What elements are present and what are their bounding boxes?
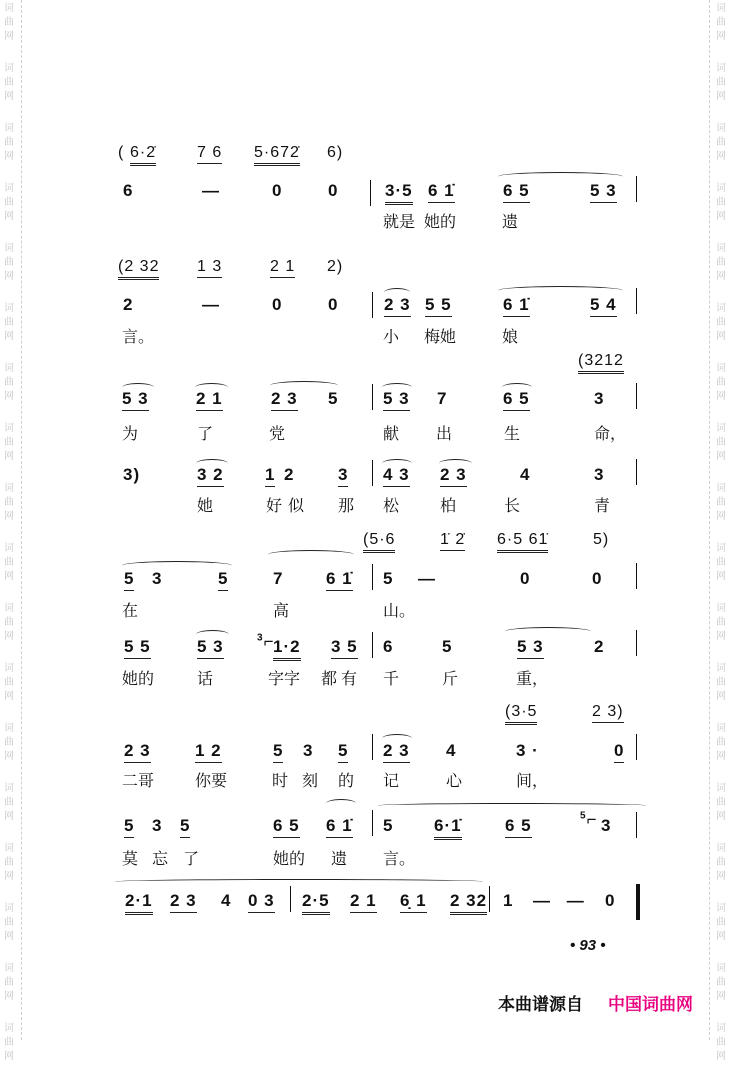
barline [372, 632, 373, 658]
note: 6 1̇ [326, 569, 353, 591]
note: 7 [273, 569, 284, 588]
lyric: 刻 [302, 771, 319, 790]
source-label: 本曲谱源自 [498, 995, 583, 1015]
watermark-text: 词 曲 网 [4, 363, 14, 402]
note: 2 [594, 637, 605, 656]
lyric: 好似 [266, 496, 311, 515]
note: 0 [592, 569, 603, 588]
note: 2 3 [124, 741, 151, 763]
note: 3 · [516, 741, 539, 760]
slur [122, 561, 232, 570]
barline [636, 288, 637, 314]
watermark-text: 词 曲 网 [716, 243, 726, 282]
watermark-text: 词 曲 网 [716, 663, 726, 702]
intro-note: 6·2̇ [130, 144, 156, 166]
watermark-text: 词 曲 网 [716, 723, 726, 762]
barline [372, 460, 373, 486]
note: 2·1 [125, 891, 153, 915]
barline [372, 810, 373, 836]
lyric: 为 [122, 424, 139, 443]
lyric: 娘 [502, 327, 519, 346]
intro-note: 5·672̇ [254, 144, 300, 166]
lyric: 高 [273, 601, 290, 620]
note: 3 [594, 389, 605, 408]
note: 1 2 [195, 741, 222, 763]
watermark-text: 词 曲 网 [4, 183, 14, 222]
lyric: 她的 [273, 849, 306, 868]
note: 6 5 [505, 816, 532, 838]
intro-note: 6·5 61̇ [497, 531, 548, 553]
note: — [202, 295, 220, 314]
intro-note: 2 3) [592, 703, 624, 723]
note: 5 3 [197, 637, 224, 659]
watermark-text: 词 曲 网 [4, 63, 14, 102]
note: 5 [328, 389, 339, 408]
note: 7 [437, 389, 448, 408]
lyric: 青 [594, 496, 611, 515]
note: 4 [520, 465, 531, 484]
barline [636, 459, 637, 485]
note: 3 [152, 816, 163, 835]
lyric: 她的 [122, 669, 155, 688]
note: 6̣ 1 [400, 891, 427, 913]
note: 4 [221, 891, 232, 910]
watermark-text: 词 曲 网 [716, 3, 726, 42]
note: 5 [124, 569, 134, 591]
slur [268, 550, 354, 559]
slur [115, 879, 483, 884]
note: 3 [601, 816, 612, 835]
page-number: • 93 • [570, 937, 606, 954]
lyric: 千 [383, 669, 400, 688]
watermark-text: 词 曲 网 [4, 963, 14, 1002]
intro-note: 5) [593, 531, 610, 548]
note: 2·5 [302, 891, 330, 915]
lyric: 小 [383, 327, 400, 346]
note: 1 [265, 465, 275, 487]
watermark-right [714, 0, 728, 1062]
lyric: 党 [269, 424, 286, 443]
intro-note: (3212 [578, 352, 624, 374]
watermark-text: 词 曲 网 [4, 1023, 14, 1062]
lyric: 遗 [502, 212, 519, 231]
watermark-text: 词 曲 网 [4, 783, 14, 822]
lyric: 柏 [440, 496, 457, 515]
note: 2 3 [383, 741, 410, 763]
watermark-text: 词 曲 网 [716, 63, 726, 102]
lyric: 记 [383, 771, 400, 790]
lyric: 了 [197, 424, 214, 443]
watermark-text: 词 曲 网 [716, 483, 726, 522]
note: 5 [338, 741, 348, 763]
lyric: 了 [183, 849, 200, 868]
barline [372, 734, 373, 760]
note: 5 3 [590, 181, 617, 203]
note: 2 3 [271, 389, 298, 411]
note: 3 [303, 741, 314, 760]
note: 2 32 [450, 891, 487, 915]
watermark-text: 词 曲 网 [4, 423, 14, 462]
barline [636, 176, 637, 202]
intro-note: 7 6 [197, 144, 222, 164]
final-barline [636, 884, 640, 920]
intro-note: 1 3 [197, 258, 222, 278]
note: — [202, 181, 220, 200]
barline [489, 886, 490, 912]
note: 5 [218, 569, 228, 591]
note: 3 5 [331, 637, 358, 659]
note: 6·1̇ [434, 816, 462, 840]
site-name: 中国词曲网 [608, 995, 693, 1015]
intro-note: (3·5 [505, 703, 537, 725]
note: 4 [446, 741, 457, 760]
note: 6 [123, 181, 134, 200]
note: 1 [503, 891, 514, 910]
watermark-text: 词 曲 网 [716, 963, 726, 1002]
note: 3) [123, 465, 141, 484]
note: 3 [594, 465, 605, 484]
note: 3 [338, 465, 348, 487]
note: 0 [614, 741, 624, 763]
note: 5 [383, 569, 394, 588]
note: 2 1 [196, 389, 223, 411]
intro-note: 1̇ 2̇ [440, 531, 465, 551]
watermark-text: 词 曲 网 [716, 423, 726, 462]
lyric: 山。 [383, 601, 416, 620]
note: 6 [383, 637, 394, 656]
watermark-text: 词 曲 网 [716, 843, 726, 882]
note: 6 1̇ [428, 181, 455, 203]
watermark-text: 词 曲 网 [4, 723, 14, 762]
note: 6 1̇ [326, 816, 353, 838]
watermark-divider-right [709, 0, 710, 1040]
note: 5 5 [124, 637, 151, 659]
lyric: 在 [122, 601, 139, 620]
lyric: 的 [338, 771, 355, 790]
watermark-divider-left [21, 0, 22, 1040]
lyric: 松 [383, 496, 400, 515]
intro-note: (5·6 [363, 531, 395, 553]
slur [378, 803, 646, 808]
note: 5 3 [517, 637, 544, 659]
watermark-text: 词 曲 网 [4, 3, 14, 42]
note: 4 3 [383, 465, 410, 487]
lyric: 忘 [152, 849, 169, 868]
note: 5 [273, 741, 283, 763]
watermark-text: 词 曲 网 [4, 303, 14, 342]
watermark-text: 词 曲 网 [716, 603, 726, 642]
note: 0 [272, 295, 283, 314]
grace-note: $^3$⌐ [257, 632, 275, 651]
note: — — [533, 891, 590, 910]
watermark-text: 词 曲 网 [716, 543, 726, 582]
intro-note: 6) [327, 144, 344, 161]
lyric: 遗 [331, 849, 348, 868]
lyric: 莫 [122, 849, 139, 868]
lyric: 就是 [383, 212, 416, 231]
barline [370, 180, 371, 206]
note: 5 3 [383, 389, 410, 411]
note: 2 3 [170, 891, 197, 913]
barline [636, 812, 637, 838]
lyric: 生 [504, 424, 521, 443]
note: 5 3 [122, 389, 149, 411]
watermark-text: 词 曲 网 [4, 123, 14, 162]
note: 1·2 [273, 637, 301, 661]
lyric: 你要 [195, 771, 228, 790]
slur [498, 172, 623, 181]
slur [505, 627, 591, 636]
lyric: 她 [197, 496, 214, 515]
barline [636, 734, 637, 760]
note: 3 [152, 569, 163, 588]
note: 0 [272, 181, 283, 200]
watermark-text: 词 曲 网 [4, 483, 14, 522]
barline [636, 630, 637, 656]
note: 6 5 [503, 181, 530, 203]
note: 6 5 [273, 816, 300, 838]
barline [372, 384, 373, 410]
slur [326, 799, 356, 808]
note: 6 1̇ [503, 295, 530, 317]
lyric: 言。 [383, 849, 416, 868]
watermark-text: 词 曲 网 [716, 183, 726, 222]
note: 2 3 [440, 465, 467, 487]
note: 5 4 [590, 295, 617, 317]
barline [372, 292, 373, 318]
barline [636, 563, 637, 589]
lyric: 梅她 [424, 327, 457, 346]
lyric: 她的 [424, 212, 457, 231]
watermark-text: 词 曲 网 [4, 663, 14, 702]
lyric: 话 [197, 669, 214, 688]
lyric: 斤 [442, 669, 459, 688]
note: 0 [520, 569, 531, 588]
note: 5 5 [425, 295, 452, 317]
watermark-text: 词 曲 网 [716, 363, 726, 402]
watermark-text: 词 曲 网 [4, 243, 14, 282]
note: 2 3 [384, 295, 411, 317]
note: — [418, 569, 436, 588]
note: 0 [605, 891, 616, 910]
barline [372, 564, 373, 590]
watermark-text: 词 曲 网 [716, 303, 726, 342]
note: 3 2 [197, 465, 224, 487]
note: 6 5 [503, 389, 530, 411]
slur [498, 286, 623, 295]
note: 5 [124, 816, 134, 838]
lyric: 长 [504, 496, 521, 515]
note: 5 [442, 637, 453, 656]
watermark-text: 词 曲 网 [4, 603, 14, 642]
intro-note: 2) [327, 258, 344, 275]
note: 2 [284, 465, 295, 484]
lyric: 献 [383, 424, 400, 443]
watermark-text: 词 曲 网 [716, 1023, 726, 1062]
note: 3·5 [385, 181, 413, 205]
lyric: 出 [436, 424, 453, 443]
note: 0 [328, 295, 339, 314]
note: 5 [383, 816, 394, 835]
lyric: 二哥 [122, 771, 155, 790]
note: 0 3 [248, 891, 275, 913]
lyric: 字字 [268, 669, 301, 688]
watermark-left [2, 0, 16, 1062]
lyric: 重， [516, 669, 549, 688]
watermark-text: 词 曲 网 [4, 843, 14, 882]
lyric: 心 [446, 771, 463, 790]
lyric: 那 [338, 496, 355, 515]
lyric: 时 [272, 771, 289, 790]
note: 2 1 [350, 891, 377, 913]
lyric: 都有 [321, 669, 362, 688]
watermark-text: 词 曲 网 [4, 543, 14, 582]
intro-note: (2 32 [118, 258, 159, 280]
barline [636, 383, 637, 409]
intro-note: 2 1 [270, 258, 295, 278]
note: 2 [123, 295, 134, 314]
watermark-text: 词 曲 网 [716, 783, 726, 822]
note: 0 [328, 181, 339, 200]
watermark-text: 词 曲 网 [716, 123, 726, 162]
lyric: 言。 [122, 327, 155, 346]
lyric: 命， [594, 424, 627, 443]
grace-note: $^5$⌐ [580, 810, 598, 829]
watermark-text: 词 曲 网 [716, 903, 726, 942]
watermark-text: 词 曲 网 [4, 903, 14, 942]
intro-paren: ( [118, 144, 125, 161]
barline [290, 886, 291, 912]
lyric: 间， [516, 771, 549, 790]
note: 5 [180, 816, 190, 838]
